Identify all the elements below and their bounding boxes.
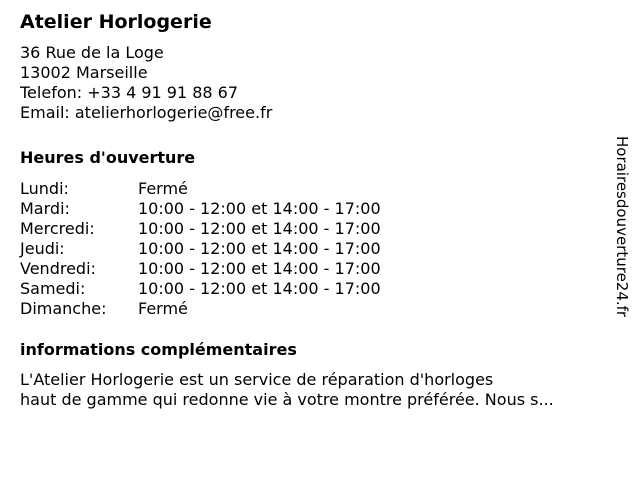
email-address: Email: atelierhorlogerie@free.fr xyxy=(20,103,273,122)
hours-row-thursday xyxy=(20,239,381,259)
additional-info-title: informations complémentaires xyxy=(20,340,297,359)
day-label: Vendredi: xyxy=(20,259,96,278)
day-hours: 10:00 - 12:00 et 14:00 - 17:00 xyxy=(138,199,381,218)
day-label: Dimanche: xyxy=(20,299,107,318)
day-label: Jeudi: xyxy=(20,239,65,258)
business-card xyxy=(20,10,610,410)
business-description: L'Atelier Horlogerie est un service de réparation d'horloges haut de gamme qui redonne vie à votre montre préférée. Nous s... xyxy=(20,370,554,409)
opening-hours-table xyxy=(20,179,381,319)
phone-number: Telefon: +33 4 91 91 88 67 xyxy=(20,83,239,102)
hours-row-tuesday xyxy=(20,199,381,219)
day-hours: 10:00 - 12:00 et 14:00 - 17:00 xyxy=(138,279,381,298)
day-hours: 10:00 - 12:00 et 14:00 - 17:00 xyxy=(138,259,381,278)
site-watermark: Horairesdouverture24.fr xyxy=(613,136,631,318)
hours-row-saturday xyxy=(20,279,381,299)
hours-row-monday xyxy=(20,179,381,199)
opening-hours-title: Heures d'ouverture xyxy=(20,148,196,167)
day-hours: Fermé xyxy=(138,299,188,318)
day-label: Mardi: xyxy=(20,199,70,218)
day-hours: Fermé xyxy=(138,179,188,198)
day-label: Samedi: xyxy=(20,279,86,298)
street-address: 36 Rue de la Loge xyxy=(20,43,164,62)
day-label: Mercredi: xyxy=(20,219,95,238)
address-block xyxy=(20,43,610,123)
day-hours: 10:00 - 12:00 et 14:00 - 17:00 xyxy=(138,239,381,258)
hours-row-sunday xyxy=(20,299,381,319)
hours-row-friday xyxy=(20,259,381,279)
hours-row-wednesday xyxy=(20,219,381,239)
business-name: Atelier Horlogerie xyxy=(20,11,212,33)
day-hours: 10:00 - 12:00 et 14:00 - 17:00 xyxy=(138,219,381,238)
city-postcode: 13002 Marseille xyxy=(20,63,148,82)
day-label: Lundi: xyxy=(20,179,69,198)
